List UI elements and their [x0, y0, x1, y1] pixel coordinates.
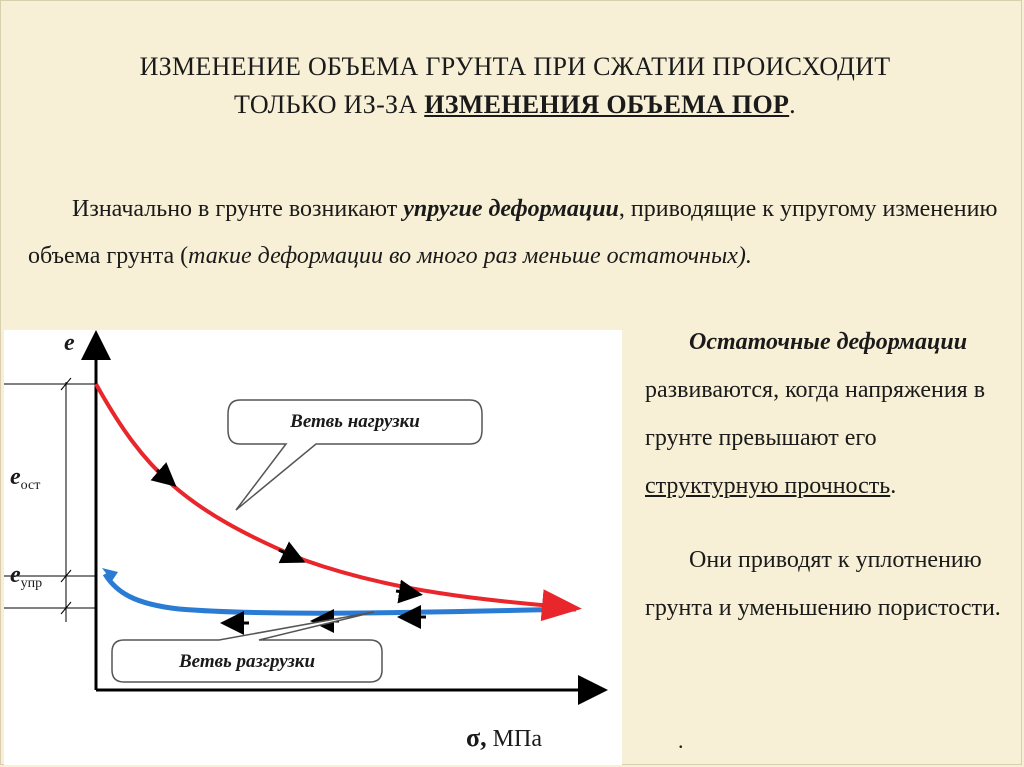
diagram-svg — [4, 330, 622, 765]
e-ost-main: e — [10, 464, 21, 490]
e-upr-main: e — [10, 562, 21, 588]
e-ost-sub: ост — [20, 478, 41, 493]
x-axis-label — [466, 723, 542, 752]
heading-emphasis: ИЗМЕНЕНИЯ ОБЪЕМА ПОР — [424, 90, 790, 119]
side-text-2: Они приводят к уплотнению грунта и уменьшению пористости. — [645, 547, 1001, 621]
side-paragraph-1 — [645, 318, 1005, 510]
side-text — [645, 318, 1005, 632]
side-structural-strength: структурную прочность — [645, 473, 891, 499]
direction-arrow — [157, 470, 172, 483]
unloading-label: Ветвь разгрузки — [178, 651, 316, 672]
side-paragraph-2 — [645, 536, 1005, 632]
heading-line-2-start: ТОЛЬКО ИЗ-ЗА — [234, 90, 425, 119]
intro-text-2: , приводящие к упругому изменению объема грунта ( — [28, 196, 998, 269]
side-term-residual: Остаточные — [689, 329, 831, 355]
heading-line-2-end: . — [789, 90, 796, 119]
direction-arrow — [396, 591, 417, 594]
side-text-end: . — [890, 473, 897, 499]
heading-line-1: ИЗМЕНЕНИЕ ОБЪЕМА ГРУНТА ПРИ СЖАТИИ ПРОИСХОДИТ — [139, 52, 891, 81]
slide-heading — [40, 48, 990, 124]
e-upr-sub: упр — [20, 576, 43, 591]
e-ost-label — [10, 464, 40, 493]
x-axis-symbol: σ, — [466, 723, 487, 752]
side-text-1: развиваются, когда напряжения в грунте превышают его — [645, 377, 986, 451]
e-upr-label — [10, 562, 42, 591]
side-term-deformations: деформации — [836, 329, 968, 355]
x-axis-unit: МПа — [486, 726, 542, 752]
heading-line-2 — [40, 86, 990, 124]
compression-diagram — [4, 330, 622, 765]
intro-elastic-term: упругие деформации — [403, 196, 619, 222]
loading-label: Ветвь нагрузки — [290, 411, 420, 432]
trailing-dot: . — [678, 728, 684, 753]
y-axis-label: e — [64, 330, 75, 356]
intro-note: такие деформации во много раз меньше остаточных). — [188, 243, 752, 269]
unloading-curve — [105, 574, 576, 613]
intro-paragraph — [28, 186, 998, 280]
intro-text-1: Изначально в грунте возникают — [72, 196, 404, 222]
